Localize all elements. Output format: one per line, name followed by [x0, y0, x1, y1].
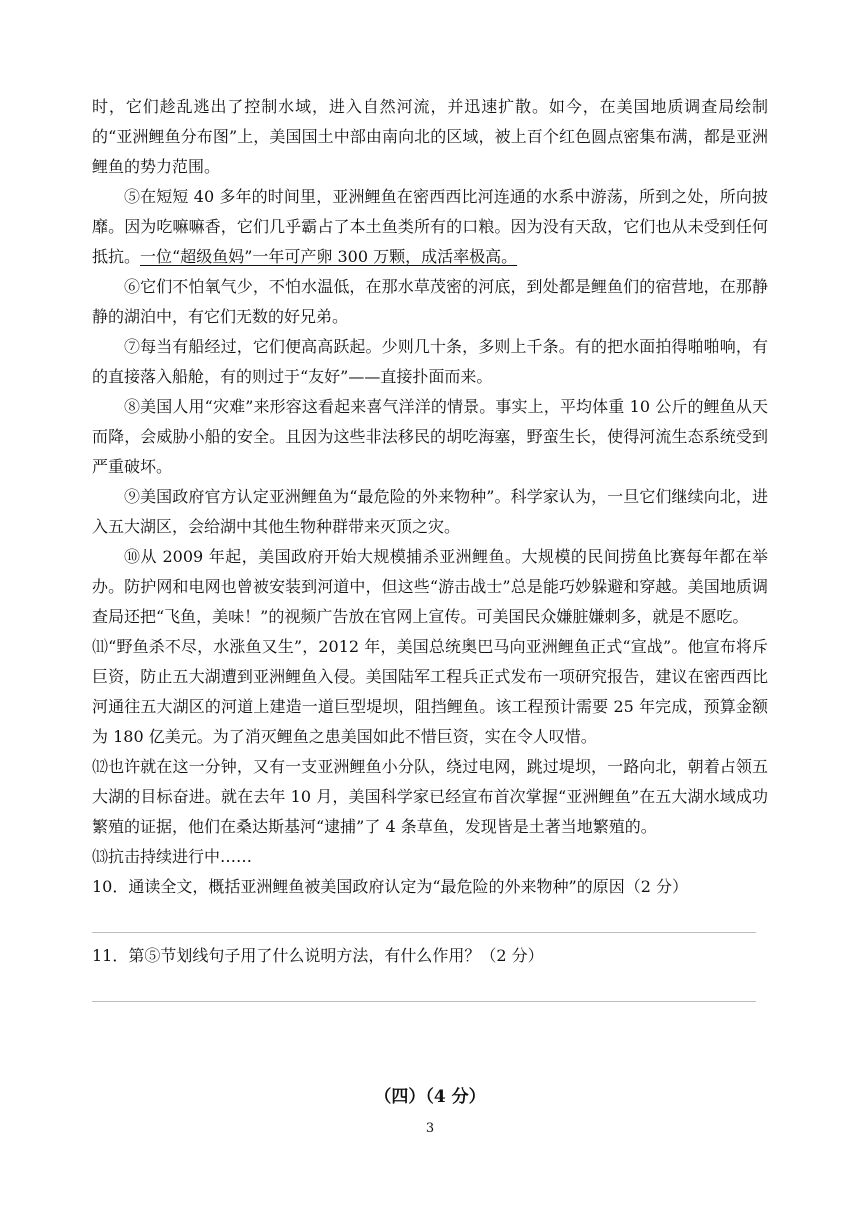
paragraph-5-underlined-sentence: 一位“超级鱼妈”一年可产卵 300 万颗，成活率极高。 [140, 247, 518, 266]
paragraph-8: ⑧美国人用“灾难”来形容这看起来喜气洋洋的情景。事实上，平均体重 10 公斤的鲤鱼从天而降，会威胁小船的安全。且因为这些非法移民的胡吃海塞，野蛮生长，使得河流生态系统受到严重破坏。 [92, 397, 768, 476]
paragraph-13: ⒀抗击持续进行中…… [92, 847, 253, 866]
page-number: 3 [425, 1121, 435, 1136]
paragraph-10: ⑩从 2009 年起，美国政府开始大规模捕杀亚洲鲤鱼。大规模的民间捞鱼比赛每年都在举办。防护网和电网也曾被安装到河道中，但这些“游击战士”总是能巧妙躲避和穿越。美国地质调查局还把“飞鱼，美味！”的视频广告放在官网上宣传。可美国民众嫌脏嫌刺多，就是不愿吃。 [92, 547, 768, 626]
answer-line-q10[interactable] [92, 902, 756, 933]
section-heading: （四）（4 分） [374, 1087, 486, 1107]
paragraph-12: ⑿也许就在这一分钟，又有一支亚洲鲤鱼小分队，绕过电网，跳过堤坝，一路向北，朝着占领五大湖的目标奋进。就在去年 10 月，美国科学家已经宣布首次掌握“亚洲鲤鱼”在五大湖水域成功繁殖的证据，他们在桑达斯基河“逮捕”了 4 条草鱼，发现皆是土著当地繁殖的。 [92, 757, 768, 836]
answer-line-q11[interactable] [92, 971, 756, 1002]
paragraph-11: ⑾“野鱼杀不尽，水涨鱼又生”，2012 年，美国总统奥巴马向亚洲鲤鱼正式“宣战”。他宣布将斥巨资，防止五大湖遭到亚洲鲤鱼入侵。美国陆军工程兵正式发布一项研究报告，建议在密西西比河通往五大湖区的河道上建造一道巨型堤坝，阻挡鲤鱼。该工程预计需要 25 年完成，预算金额为 180 亿美元。为了消灭鲤鱼之患美国如此不惜巨资，实在令人叹惜。 [92, 637, 768, 746]
paragraph-6: ⑥它们不怕氧气少，不怕水温低，在那水草茂密的河底，到处都是鲤鱼们的宿营地，在那静静的湖泊中，有它们无数的好兄弟。 [92, 277, 768, 326]
paragraph-5 [92, 182, 768, 272]
paragraph-continued: 时，它们趁乱逃出了控制水域，进入自然河流，并迅速扩散。如今，在美国地质调查局绘制的“亚洲鲤鱼分布图”上，美国国土中部由南向北的区域，被上百个红色圆点密集布满，都是亚洲鲤鱼的势力范围。 [92, 97, 768, 176]
question-10: 10．通读全文，概括亚洲鲤鱼被美国政府认定为“最危险的外来物种”的原因（2 分） [92, 877, 688, 896]
paragraph-5-text: ⑤在短短 40 多年的时间里，亚洲鲤鱼在密西西比河连通的水系中游荡，所到之处，所向披靡。因为吃嘛嘛香，它们几乎霸占了本土鱼类所有的口粮。因为没有天敌，它们也从未受到任何抵抗。 [92, 187, 768, 266]
document-body [92, 92, 768, 1010]
paragraph-9: ⑨美国政府官方认定亚洲鲤鱼为“最危险的外来物种”。科学家认为，一旦它们继续向北，进入五大湖区，会给湖中其他生物种群带来灭顶之灾。 [92, 487, 768, 536]
paragraph-7: ⑦每当有船经过，它们便高高跃起。少则几十条，多则上千条。有的把水面拍得啪啪响，有的直接落入船舱，有的则过于“友好”——直接扑面而来。 [92, 337, 768, 386]
question-11: 11．第⑤节划线句子用了什么说明方法，有什么作用？（2 分） [92, 946, 544, 965]
